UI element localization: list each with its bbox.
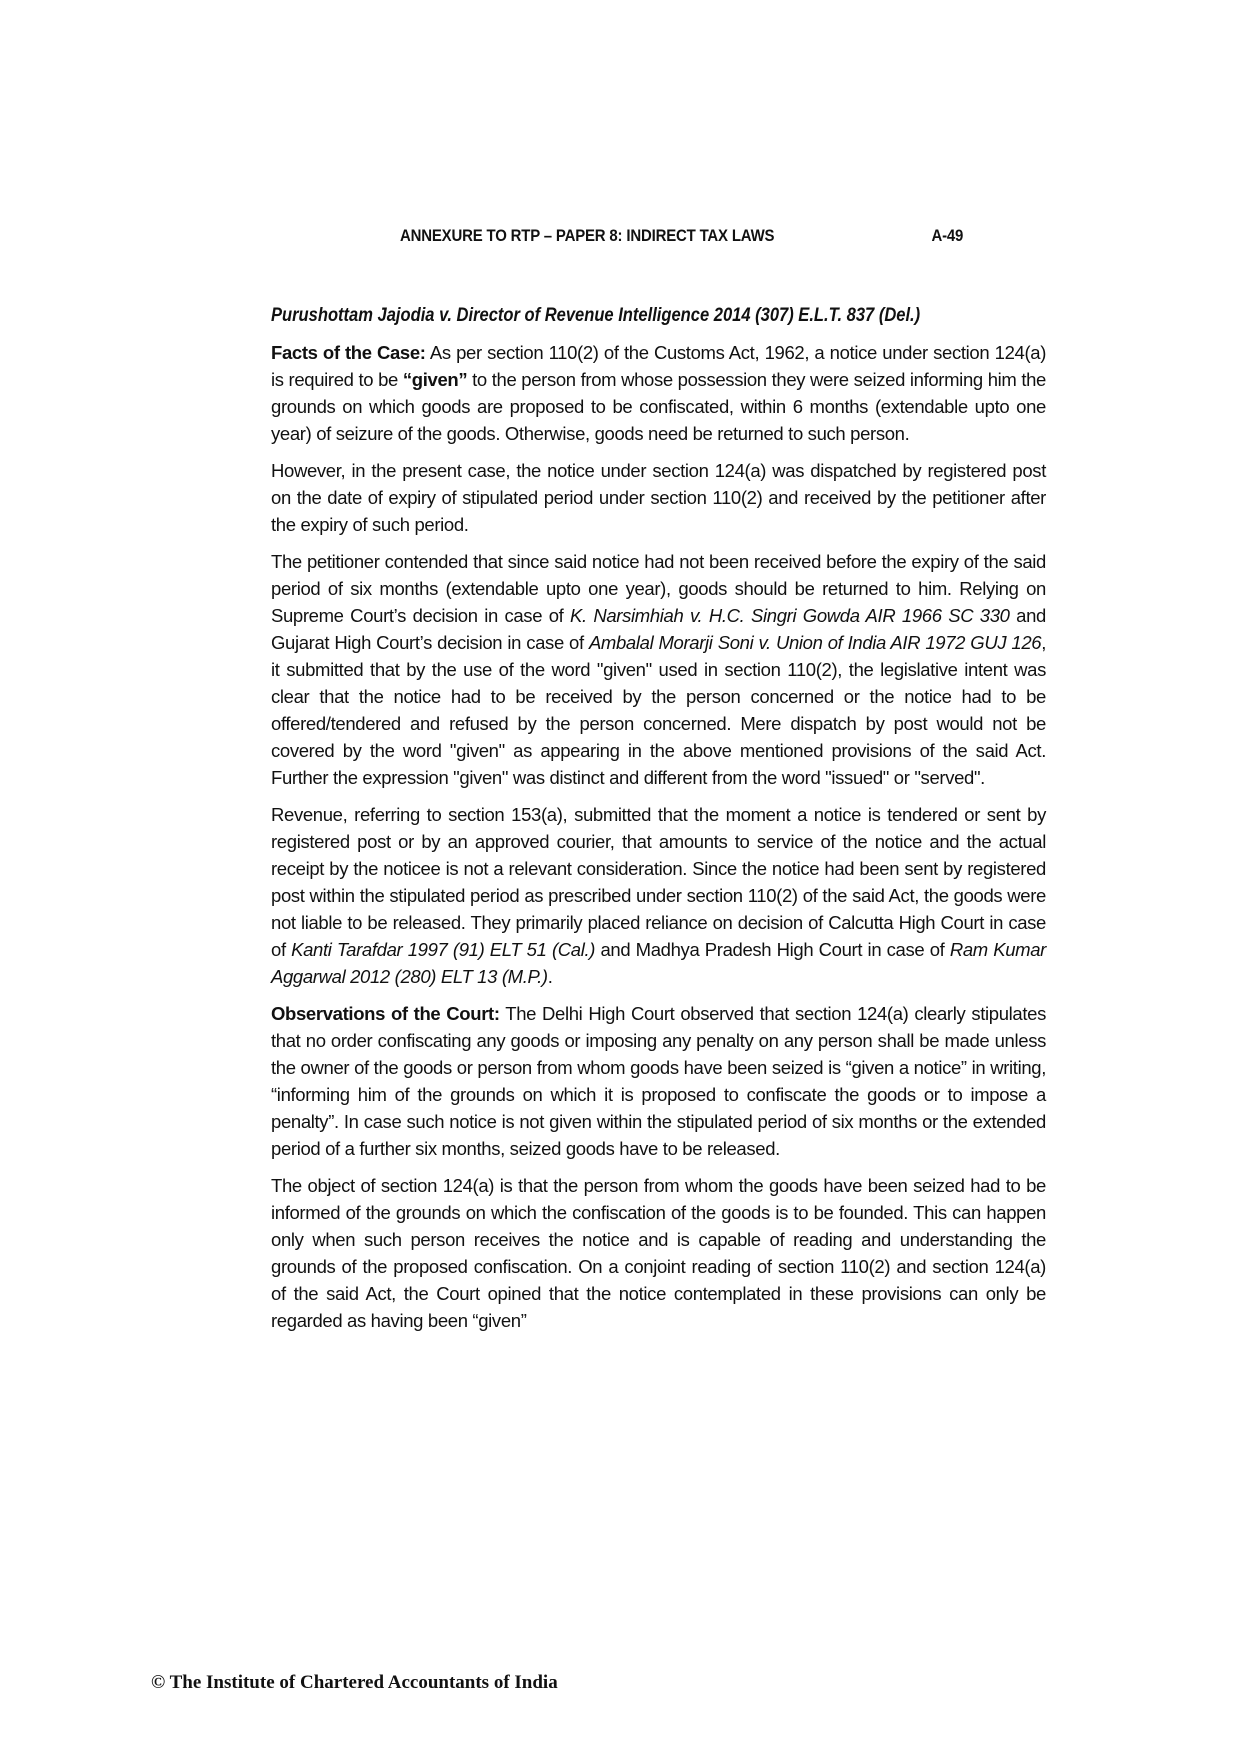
petitioner-text-1: The petitioner contended that since said notice had not been received before the expiry of the said period of six months (extendable upto one year), goods should be returned to him. Relying on Supreme Court’s decision in case of <box>271 551 1046 626</box>
observations-label: Observations of the Court: <box>271 1003 500 1024</box>
observations-text: The Delhi High Court observed that section 124(a) clearly stipulates that no order confiscating any goods or imposing any penalty on any person shall be made unless the owner of the goods or person from whom goods have been seized is “given a notice” in writing, “informing him of the grounds on which it is proposed to confiscate the goods or to impose a penalty”. In case such notice is not given within the stipulated period of six months or the extended period of a further six months, seized goods have to be released. <box>271 1003 1046 1159</box>
citation-ambalal: Ambalal Morarji Soni v. Union of India AIR 1972 GUJ 126 <box>588 632 1042 653</box>
page-number: A-49 <box>931 226 964 245</box>
revenue-text-1: Revenue, referring to section 153(a), submitted that the moment a notice is tendered or sent by registered post or by an approved courier, that amounts to service of the notice and the actual receipt by the noticee is not a relevant consideration. Since the notice had been sent by registered post within the stipulated period as prescribed under section 110(2) of the said Act, the goods were not liable to be released. They primarily placed reliance on decision of Calcutta High Court in case of <box>271 804 1046 960</box>
given-emphasis: “given” <box>402 369 468 390</box>
footer-copyright: © The Institute of Chartered Accountants of India <box>151 1672 558 1693</box>
paragraph-facts <box>271 339 1046 447</box>
petitioner-text-3: , it submitted that by the use of the word "given" used in section 110(2), the legislative intent was clear that the notice had to be received by the person concerned or the notice had to be offered/tendered and refused by the person concerned. Mere dispatch by post would not be covered by the word "given" as appearing in the above mentioned provisions of the said Act. Further the expression "given" was distinct and different from the word "issued" or "served". <box>271 632 1046 788</box>
facts-label: Facts of the Case: <box>271 342 426 363</box>
paragraph-petitioner <box>271 548 1046 791</box>
paragraph-object: The object of section 124(a) is that the person from whom the goods have been seized had to be informed of the grounds on which the confiscation of the goods is to be founded. This can happen only when such person receives the notice and is capable of reading and understanding the grounds of the proposed confiscation. On a conjoint reading of section 110(2) and section 124(a) of the said Act, the Court opined that the notice contemplated in these provisions can only be regarded as having been “given” <box>271 1175 1046 1331</box>
facts-text-1: As per section 110(2) of the Customs Act, 1962, a notice under section 124(a) is required to be <box>271 342 1047 390</box>
case-heading: Purushottam Jajodia v. Director of Revenue Intelligence 2014 (307) E.L.T. 837 (Del.) <box>271 305 921 326</box>
petitioner-text-2: and Gujarat High Court’s decision in case of <box>271 605 1046 653</box>
header-title: ANNEXURE TO RTP – PAPER 8: INDIRECT TAX LAWS <box>400 226 775 245</box>
revenue-text-3: . <box>547 966 553 987</box>
main-content <box>271 302 1046 1344</box>
paragraph-observations <box>271 1000 1046 1162</box>
citation-narsimhiah: K. Narsimhiah v. H.C. Singri Gowda AIR 1966 SC 330 <box>570 605 1010 626</box>
citation-kanti-tarafdar: Kanti Tarafdar 1997 (91) ELT 51 (Cal.) <box>291 939 596 960</box>
paragraph-revenue <box>271 801 1046 990</box>
revenue-text-2: and Madhya Pradesh High Court in case of <box>595 939 950 960</box>
paragraph-present-case: However, in the present case, the notice under section 124(a) was dispatched by registered post on the date of expiry of stipulated period under section 110(2) and received by the petitioner after the expiry of such period. <box>271 460 1046 535</box>
facts-text-2: to the person from whose possession they were seized informing him the grounds on which goods are proposed to be confiscated, within 6 months (extendable upto one year) of seizure of the goods. Otherwise, goods need be returned to such person. <box>271 369 1046 444</box>
citation-ram-kumar: Ram Kumar Aggarwal 2012 (280) ELT 13 (M.P.) <box>271 939 1046 987</box>
